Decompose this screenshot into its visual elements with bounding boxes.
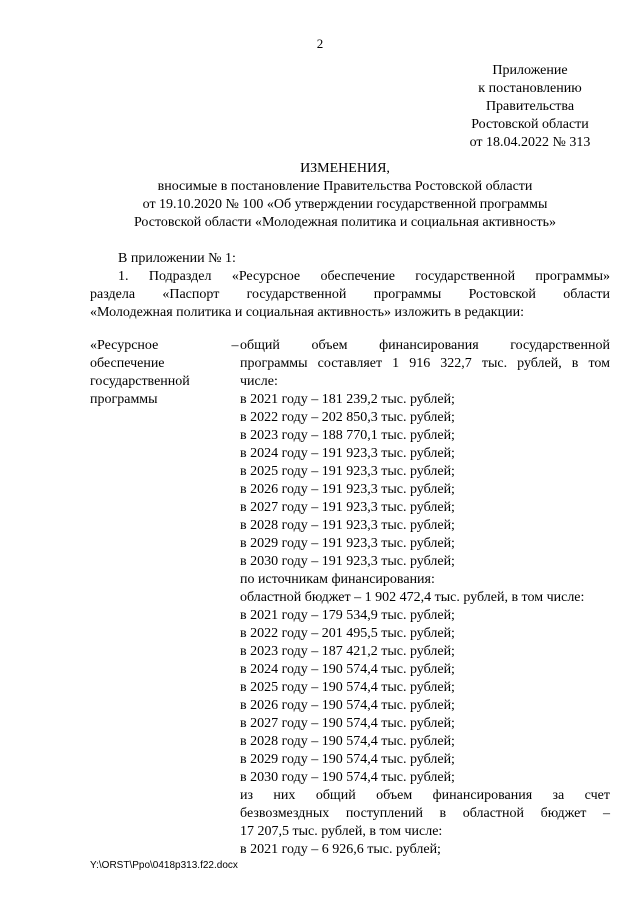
point-1-line: «Молодежная политика и социальная активность» изложить в редакции: xyxy=(90,305,524,320)
content-line: в 2025 году – 191 923,3 тыс. рублей; xyxy=(240,464,455,479)
label-line: обеспечение xyxy=(90,356,165,371)
intro-paragraph xyxy=(90,250,610,322)
content-line: из них общий объем финансирования за счет xyxy=(240,788,610,803)
title-line: от 19.10.2020 № 100 «Об утверждении государственной программы xyxy=(142,197,548,212)
content-line: в 2026 году – 190 574,4 тыс. рублей; xyxy=(240,698,455,713)
content-line: в 2022 году – 202 850,3 тыс. рублей; xyxy=(240,410,455,425)
changes-title xyxy=(0,160,640,232)
content-line: областной бюджет – 1 902 472,4 тыс. рублей, в том числе: xyxy=(240,590,585,605)
content-line: безвозмездных поступлений в областной бюджет – xyxy=(240,806,610,821)
content-line: в 2022 году – 201 495,5 тыс. рублей; xyxy=(240,626,455,641)
appendix-note xyxy=(435,62,625,152)
content-line: в 2029 году – 190 574,4 тыс. рублей; xyxy=(240,752,455,767)
content-line: в 2024 году – 190 574,4 тыс. рублей; xyxy=(240,662,455,677)
content-line: в 2024 году – 191 923,3 тыс. рублей; xyxy=(240,446,455,461)
title-line: вносимые в постановление Правительства Ростовской области xyxy=(157,179,533,194)
point-1-line: раздела «Паспорт государственной программы Ростовской области xyxy=(90,287,610,302)
content-lines xyxy=(240,373,610,787)
content-line: в 2023 году – 187 421,2 тыс. рублей; xyxy=(240,644,455,659)
label-line: государственной xyxy=(90,374,190,389)
content-line: в 2030 году – 191 923,3 тыс. рублей; xyxy=(240,554,455,569)
content-line: программы составляет 1 916 322,7 тыс. рублей, в том xyxy=(240,356,610,371)
content-line: 17 207,5 тыс. рублей, в том числе: xyxy=(240,824,443,839)
content-line: в 2026 году – 191 923,3 тыс. рублей; xyxy=(240,482,455,497)
passport-content xyxy=(240,337,610,859)
content-line: общий объем финансирования государственной xyxy=(240,338,610,353)
content-line: в 2025 году – 190 574,4 тыс. рублей; xyxy=(240,680,455,695)
page-number: 2 xyxy=(316,36,324,51)
passport-dash: – xyxy=(231,338,239,353)
appendix-line: Правительства xyxy=(485,99,575,114)
content-line: по источникам финансирования: xyxy=(240,572,435,587)
content-line: в 2021 году – 181 239,2 тыс. рублей; xyxy=(240,392,455,407)
label-line: программы xyxy=(90,392,158,407)
content-line: в 2029 году – 191 923,3 тыс. рублей; xyxy=(240,536,455,551)
file-path-footer: Y:\ORST\Ppo\0418p313.f22.docx xyxy=(90,860,238,871)
content-line: в 2021 году – 179 534,9 тыс. рублей; xyxy=(240,608,455,623)
content-line: числе: xyxy=(240,374,278,389)
title-heading: ИЗМЕНЕНИЯ, xyxy=(300,161,390,176)
content-line: в 2028 году – 190 574,4 тыс. рублей; xyxy=(240,734,455,749)
appendix-line: от 18.04.2022 № 313 xyxy=(469,135,591,150)
intro-line: В приложении № 1: xyxy=(118,251,236,266)
label-line: «Ресурсное xyxy=(90,338,159,353)
content-line: в 2030 году – 190 574,4 тыс. рублей; xyxy=(240,770,455,785)
appendix-line: к постановлению xyxy=(478,81,582,96)
appendix-line: Ростовской области xyxy=(471,117,589,132)
title-line: Ростовской области «Молодежная политика и социальная активность» xyxy=(133,215,557,230)
content-line: в 2027 году – 190 574,4 тыс. рублей; xyxy=(240,716,455,731)
content-line: в 2027 году – 191 923,3 тыс. рублей; xyxy=(240,500,455,515)
passport-label xyxy=(90,337,225,409)
content-line: в 2021 году – 6 926,6 тыс. рублей; xyxy=(240,842,441,857)
content-line: в 2023 году – 188 770,1 тыс. рублей; xyxy=(240,428,455,443)
point-1-line: 1. Подраздел «Ресурсное обеспечение государственной программы» xyxy=(118,269,610,284)
appendix-line: Приложение xyxy=(492,63,568,78)
content-line: в 2028 году – 191 923,3 тыс. рублей; xyxy=(240,518,455,533)
